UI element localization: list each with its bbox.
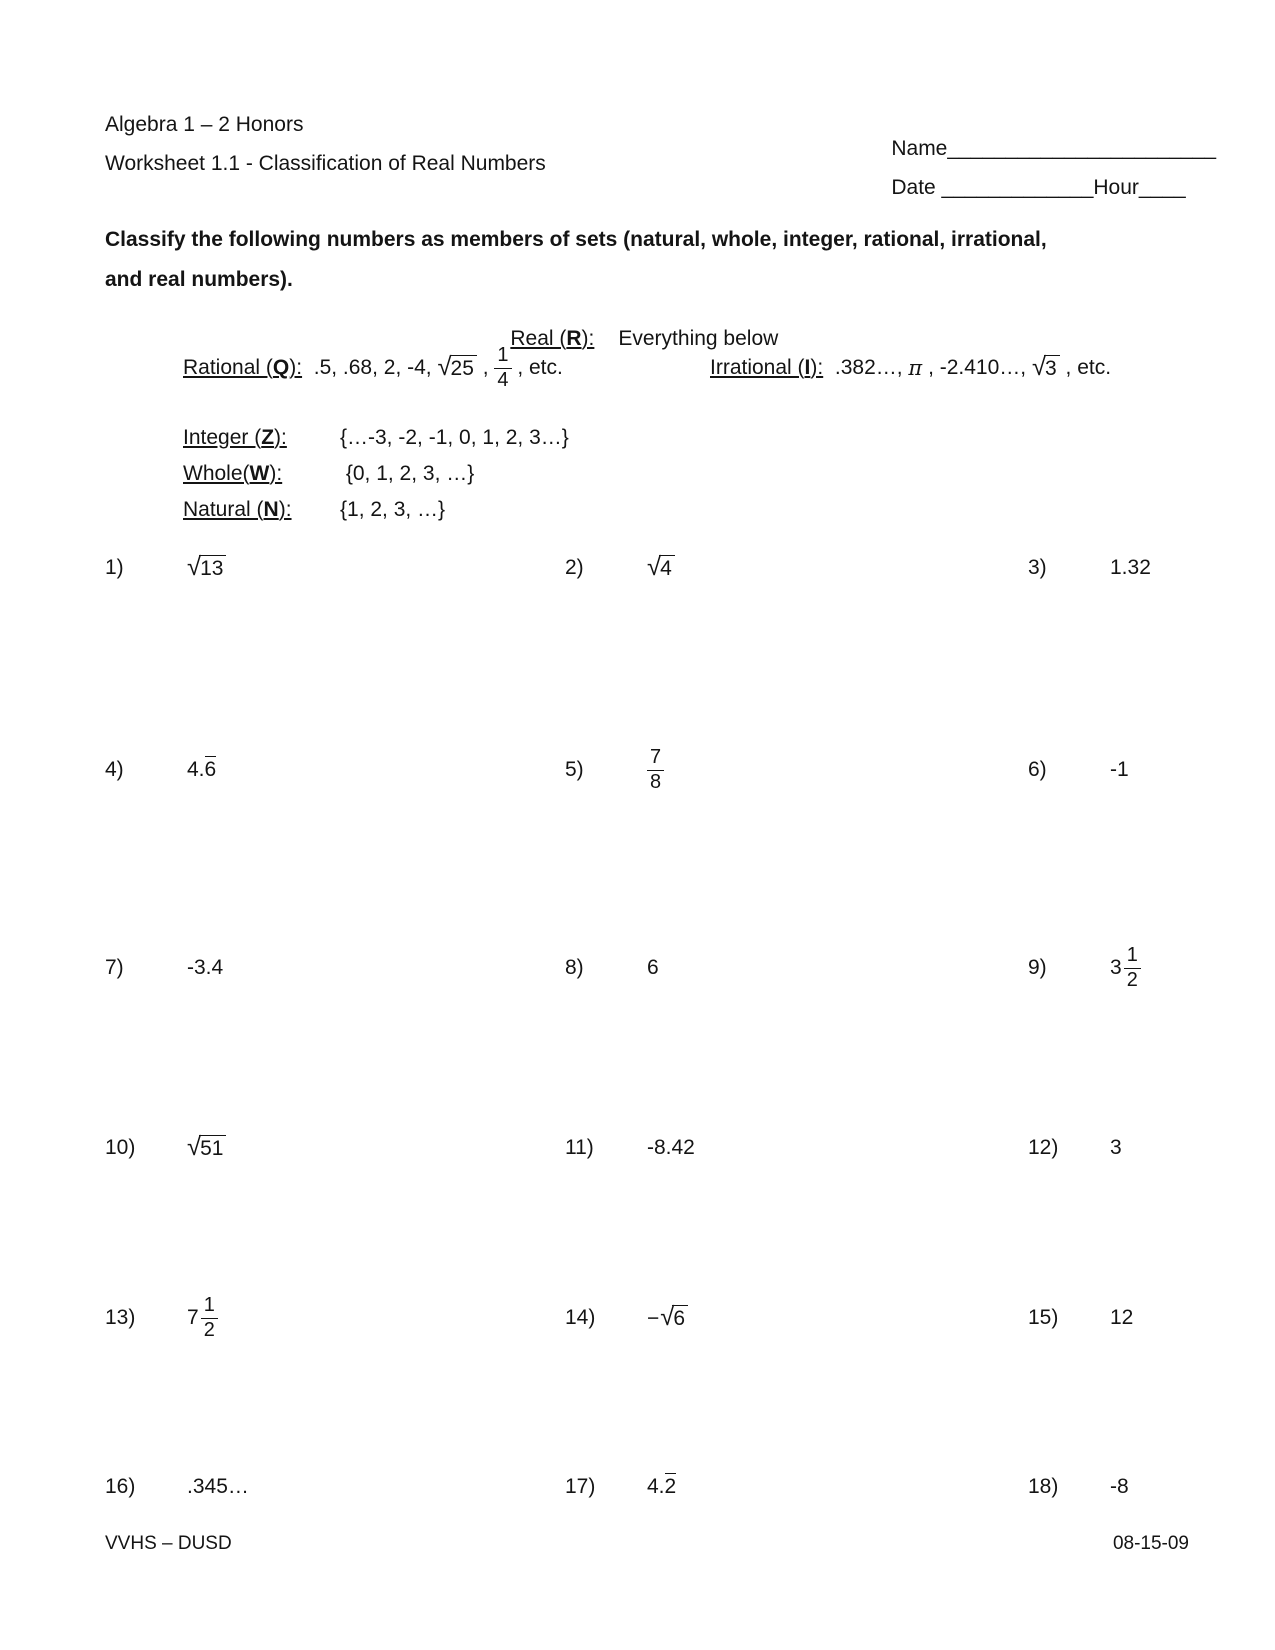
whole-set: {0, 1, 2, 3, …} <box>340 462 475 485</box>
problem-value: -1 <box>1110 758 1129 781</box>
problem-9 <box>1028 926 1141 1010</box>
whole-definition <box>183 462 474 486</box>
rational-examples-post: , etc. <box>511 356 563 379</box>
problem-number: 16) <box>105 1475 136 1498</box>
problem-14 <box>565 1276 688 1360</box>
problem-8 <box>565 926 659 1010</box>
radical-icon: √ <box>187 1133 202 1161</box>
problem-value <box>647 555 675 581</box>
date-label: Date <box>891 176 942 199</box>
hour-blank-line: ____ <box>1138 176 1186 199</box>
pi-symbol: π <box>908 356 923 380</box>
problem-16 <box>105 1445 249 1529</box>
problems-row-4 <box>105 1106 1170 1190</box>
problem-value <box>187 1294 218 1342</box>
integer-definition <box>183 426 569 450</box>
integer-set: {…-3, -2, -1, 0, 1, 2, 3…} <box>340 426 569 449</box>
hour-label: Hour <box>1093 176 1139 199</box>
minus-sign: − <box>647 1307 660 1330</box>
irrational-definition <box>710 336 1111 400</box>
irrational-examples-pre: .382…, <box>823 356 909 379</box>
rational-definition <box>183 336 563 400</box>
problems-row-3 <box>105 926 1170 1010</box>
fraction: $\frac{1}{2}$ <box>201 1294 218 1342</box>
problem-15 <box>1028 1276 1133 1360</box>
square-root: √ 51 <box>187 1135 226 1161</box>
problem-18 <box>1028 1445 1129 1529</box>
square-root: √ 4 <box>647 555 675 581</box>
problem-2 <box>565 526 675 610</box>
problem-number: 7) <box>105 956 124 979</box>
rational-label: Rational (Q): <box>183 356 303 379</box>
instructions-line-2: and real numbers). <box>105 268 293 291</box>
sqrt-25: √ 25 <box>437 355 476 381</box>
problem-number: 1) <box>105 556 124 579</box>
problem-17 <box>565 1445 676 1529</box>
problem-number: 15) <box>1028 1306 1059 1329</box>
whole-number: 7 <box>187 1305 199 1329</box>
problem-value <box>647 746 664 794</box>
problem-1 <box>105 526 226 610</box>
problem-number: 9) <box>1028 956 1047 979</box>
irrational-examples-post: , etc. <box>1059 356 1112 379</box>
problem-value: -3.4 <box>187 956 224 979</box>
repeating-bar: 2 <box>664 1475 677 1498</box>
problem-10 <box>105 1106 226 1190</box>
radical-icon: √ <box>660 1303 675 1331</box>
footer-school: VVHS – DUSD <box>105 1533 232 1554</box>
problem-number: 8) <box>565 956 584 979</box>
real-description: Everything below <box>618 327 779 350</box>
problem-value: 4.2 <box>647 1475 677 1498</box>
problem-number: 10) <box>105 1136 136 1159</box>
problem-11 <box>565 1106 695 1190</box>
problem-number: 11) <box>565 1136 594 1159</box>
problem-value: 3 <box>1110 1136 1122 1159</box>
problem-5 <box>565 728 664 812</box>
rational-examples-pre: .5, .68, 2, -4, <box>302 356 438 379</box>
repeating-bar: 6 <box>204 758 217 781</box>
square-root: √ 13 <box>187 555 226 581</box>
fraction-1-4: $\frac{1}{4}$ <box>494 344 511 392</box>
instructions-line-1: Classify the following numbers as members of sets (natural, whole, integer, rational, irrational, <box>105 228 1047 251</box>
worksheet-title: Worksheet 1.1 - Classification of Real Numbers <box>105 152 546 175</box>
irrational-label: Irrational (I): <box>710 356 824 379</box>
problem-number: 5) <box>565 758 584 781</box>
real-label: Real (R): <box>510 327 595 350</box>
radical-icon: √ <box>187 553 202 581</box>
problem-value: .345… <box>187 1475 249 1498</box>
problem-13 <box>105 1276 218 1360</box>
problem-value: 4.6 <box>187 758 217 781</box>
problem-value: 1.32 <box>1110 556 1151 579</box>
problem-6 <box>1028 728 1129 812</box>
square-root: √ 6 <box>660 1305 688 1331</box>
fraction: $\frac{1}{2}$ <box>1124 944 1141 992</box>
irrational-examples-mid: , -2.410…, <box>922 356 1032 379</box>
radical-icon: √ <box>647 553 662 581</box>
problem-value: -8.42 <box>647 1136 695 1159</box>
problem-number: 3) <box>1028 556 1047 579</box>
problems-row-1 <box>105 526 1170 610</box>
problem-value: 6 <box>647 956 659 979</box>
problem-number: 18) <box>1028 1475 1059 1498</box>
footer-date: 08-15-09 <box>1112 1533 1189 1554</box>
problem-value <box>1110 944 1141 992</box>
problems-row-6 <box>105 1445 1170 1529</box>
radical-icon: √ <box>1031 353 1047 381</box>
whole-label: Whole(W): <box>183 462 283 485</box>
radical-icon: √ <box>437 353 452 381</box>
problem-12 <box>1028 1106 1122 1190</box>
problem-4 <box>105 728 216 812</box>
problem-value <box>187 1135 226 1161</box>
problem-value: -8 <box>1110 1475 1129 1498</box>
problem-7 <box>105 926 223 1010</box>
problem-value: 12 <box>1110 1306 1134 1329</box>
problems-row-5 <box>105 1276 1170 1360</box>
problems-row-2 <box>105 728 1170 812</box>
name-label: Name <box>891 137 948 160</box>
problem-number: 14) <box>565 1306 596 1329</box>
date-hour-field <box>868 152 1186 224</box>
name-blank-line: _______________________ <box>947 137 1216 160</box>
problem-value <box>647 1305 688 1331</box>
problem-number: 6) <box>1028 758 1047 781</box>
date-blank-line: _____________ <box>941 176 1094 199</box>
course-title: Algebra 1 – 2 Honors <box>105 113 304 136</box>
problem-value <box>187 555 226 581</box>
problem-number: 12) <box>1028 1136 1059 1159</box>
sqrt-3: √ 3 <box>1032 355 1060 381</box>
natural-definition <box>183 498 445 522</box>
rational-examples-mid: , <box>476 356 495 379</box>
problem-number: 2) <box>565 556 584 579</box>
integer-label: Integer (Z): <box>183 426 287 449</box>
whole-number: 3 <box>1110 955 1122 979</box>
fraction: $\frac{7}{8}$ <box>647 746 664 794</box>
natural-label: Natural (N): <box>183 498 292 521</box>
problem-number: 4) <box>105 758 124 781</box>
problem-3 <box>1028 526 1151 610</box>
natural-set: {1, 2, 3, …} <box>340 498 446 521</box>
problem-number: 13) <box>105 1306 136 1329</box>
problem-number: 17) <box>565 1475 596 1498</box>
